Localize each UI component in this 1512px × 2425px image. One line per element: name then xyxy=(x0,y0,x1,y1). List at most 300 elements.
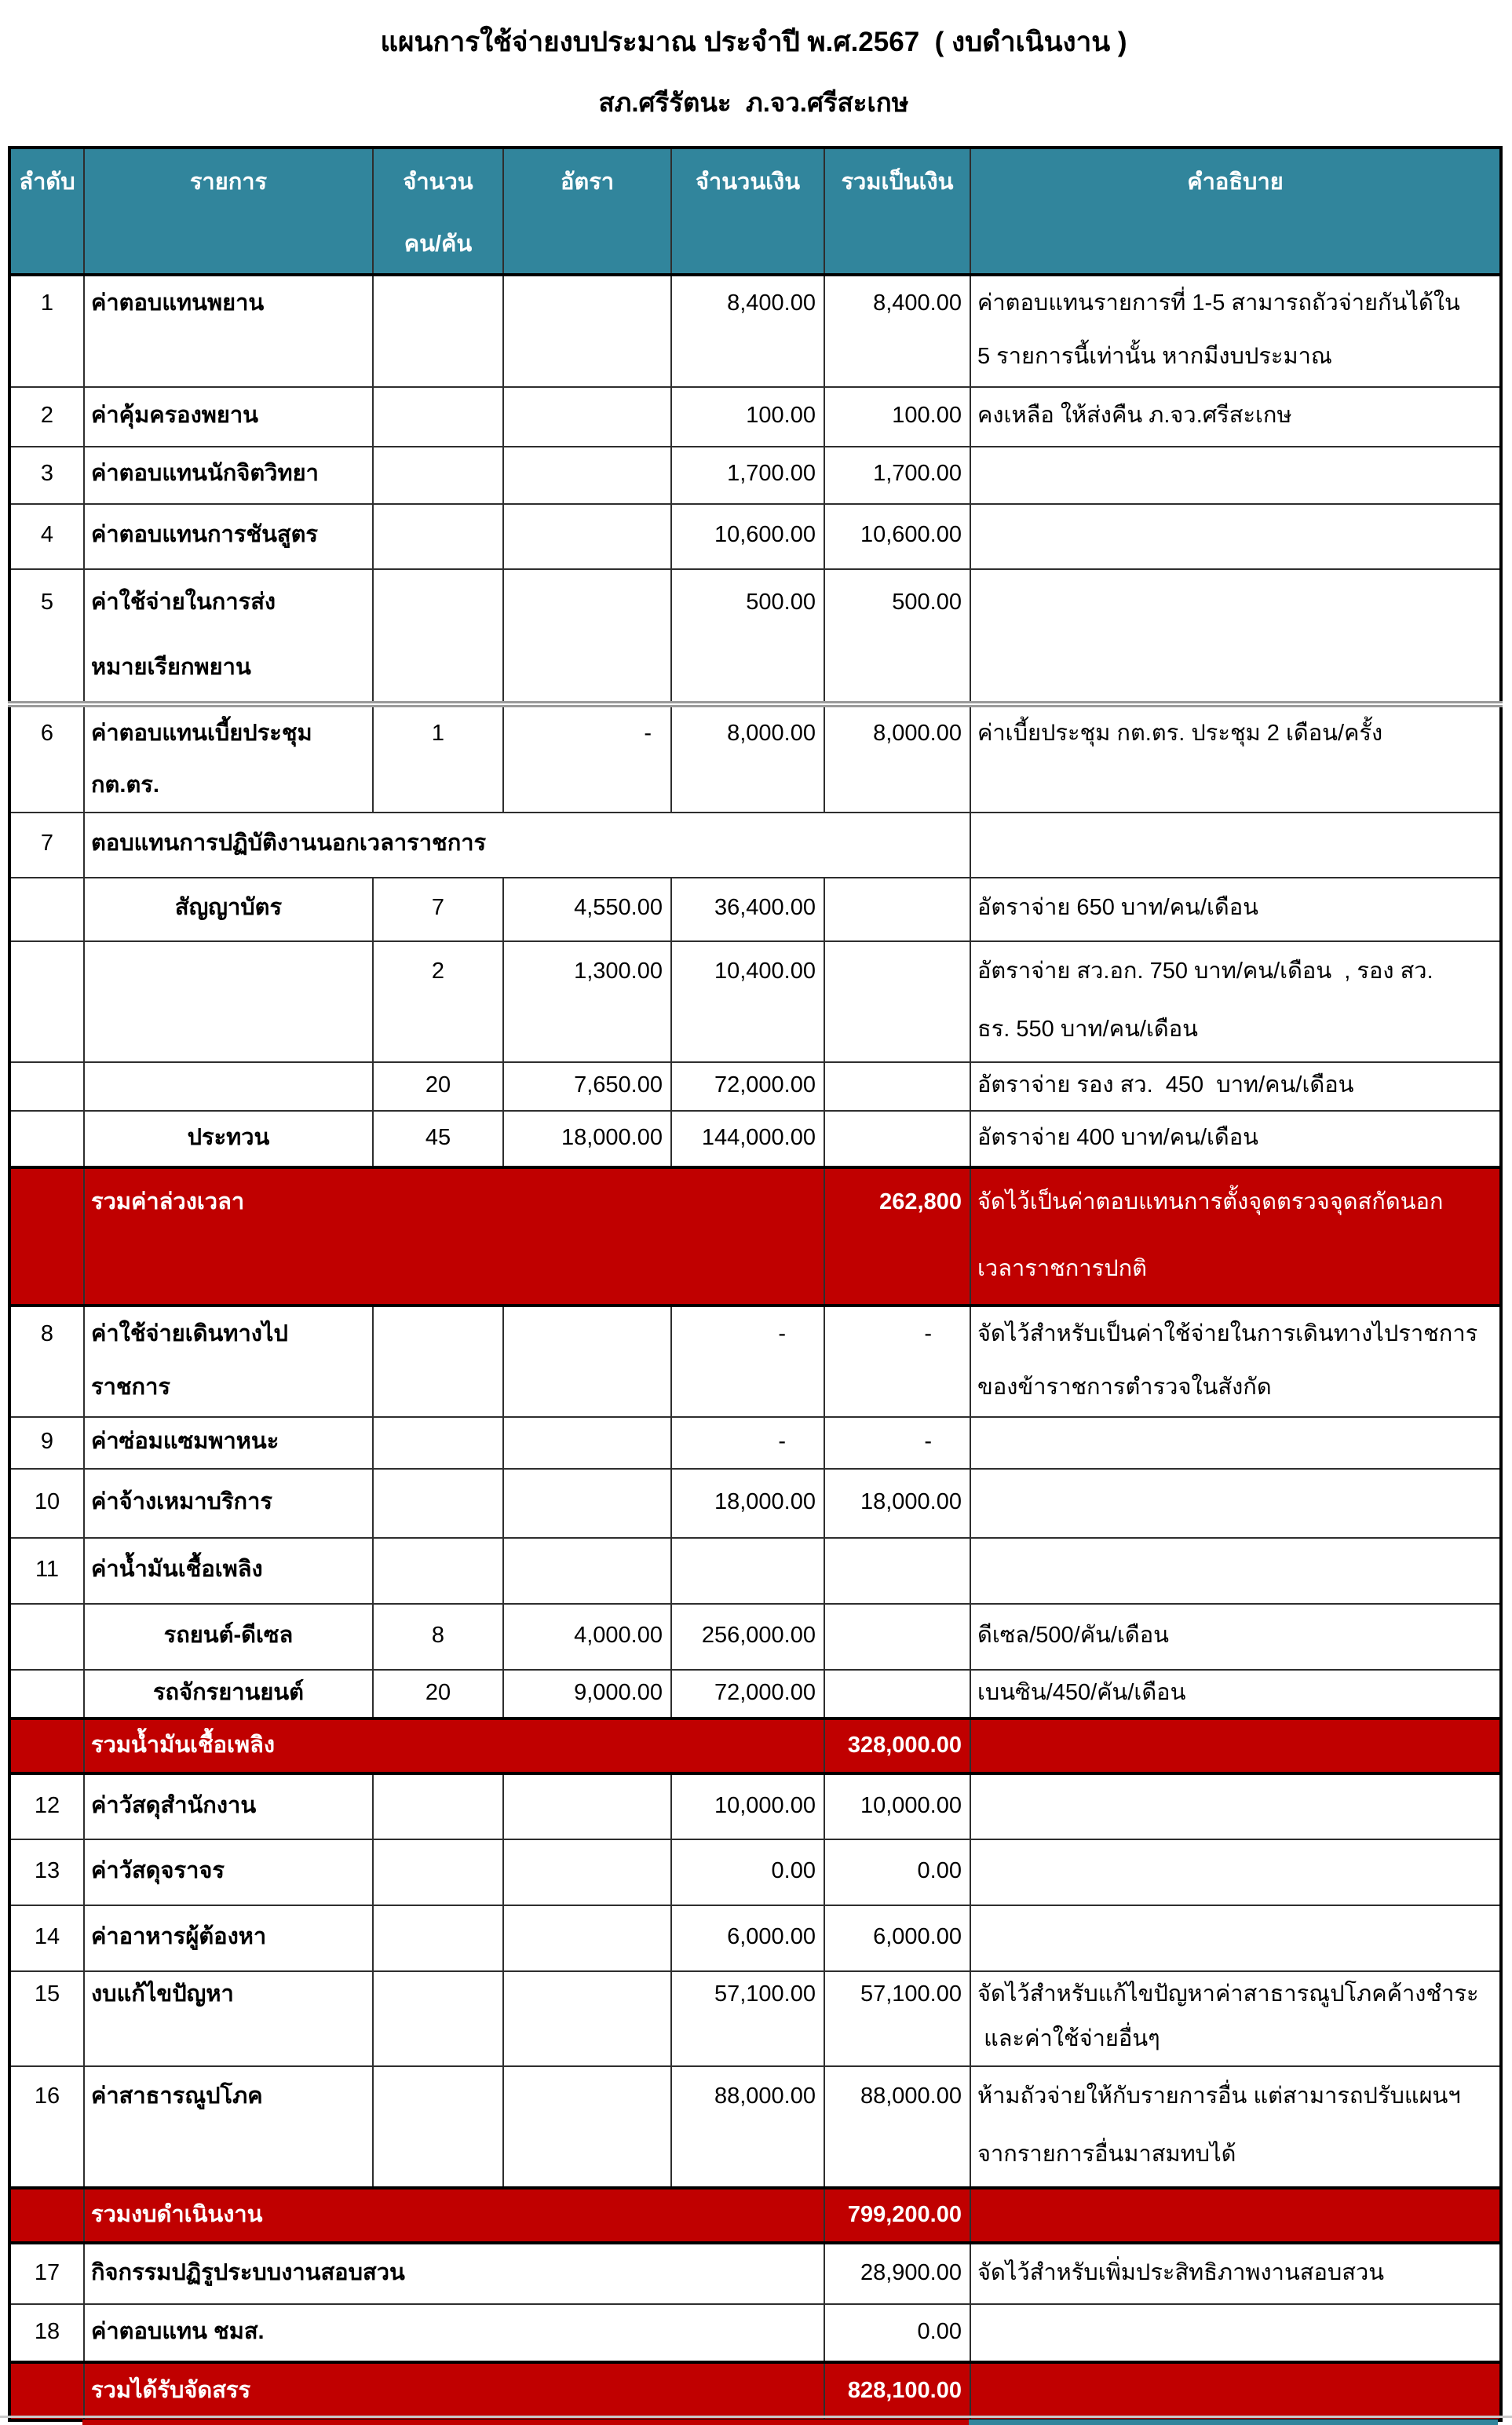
cell-desc xyxy=(970,878,1501,941)
cell-text: 828,100.00 xyxy=(847,2378,962,2403)
total-row xyxy=(9,1718,1501,1773)
cell-text: ดีเซล/500/คัน/เดือน xyxy=(977,1623,1169,1648)
cell-text: 8 xyxy=(40,1321,54,1346)
header-row xyxy=(9,148,1501,275)
column-header-total xyxy=(824,148,970,275)
cell-text: 1,700.00 xyxy=(873,461,962,486)
cell-no xyxy=(9,387,84,447)
cell-text: ค่าน้ำมันเชื้อเพลิง xyxy=(91,1557,263,1582)
cell-desc xyxy=(970,1971,1501,2066)
cell-text: 6,000.00 xyxy=(873,1924,962,1949)
cell-text: รวมน้ำมันเชื้อเพลิง xyxy=(91,1733,275,1758)
cell-desc xyxy=(970,1417,1501,1469)
cell-text: 15 xyxy=(34,1981,60,2007)
cell-text: อัตราจ่าย รอง สว. 450 บาท/คน/เดือน xyxy=(977,1072,1354,1097)
cell-text: - xyxy=(778,1429,786,1454)
cell-qty xyxy=(373,504,503,569)
cell-amount xyxy=(671,1839,824,1905)
table-body xyxy=(9,275,1501,2420)
cell-qty xyxy=(373,1773,503,1839)
cell-desc xyxy=(970,1062,1501,1111)
budget-table xyxy=(8,146,1503,2422)
cell-text: 5 รายการนี้เท่านั้น หากมีงบประมาณ xyxy=(977,344,1332,369)
cell-amount xyxy=(671,1905,824,1971)
cell-amount xyxy=(671,878,824,941)
table-row xyxy=(9,1773,1501,1839)
cell-no xyxy=(9,2362,84,2420)
cell-text: 14 xyxy=(34,1924,60,1949)
column-header-item xyxy=(84,148,373,275)
column-header-label: อัตรา xyxy=(560,170,615,195)
cell-text: 100.00 xyxy=(746,403,816,428)
cell-amount xyxy=(671,704,824,813)
cell-text: อัตราจ่าย 650 บาท/คน/เดือน xyxy=(977,895,1259,920)
cell-desc xyxy=(970,1718,1501,1773)
cell-item-label xyxy=(84,1538,373,1604)
cell-text: 20 xyxy=(425,1680,451,1705)
table-row xyxy=(9,1971,1501,2066)
cell-text: 18,000.00 xyxy=(561,1125,663,1150)
column-header-label: จำนวน xyxy=(403,170,473,195)
cell-amount xyxy=(671,1306,824,1417)
table-header xyxy=(9,148,1501,275)
cell-desc xyxy=(970,1604,1501,1670)
column-header-label: รายการ xyxy=(189,170,268,195)
cell-no xyxy=(9,1538,84,1604)
cell-text: 8,000.00 xyxy=(873,721,962,746)
column-header-label: คำอธิบาย xyxy=(1187,170,1284,195)
cell-qty xyxy=(373,878,503,941)
cell-qty xyxy=(373,1670,503,1718)
cell-no xyxy=(9,2243,84,2304)
cell-item-label xyxy=(84,387,373,447)
cell-item-label xyxy=(84,1971,373,2066)
cell-text: เบนซิน/450/คัน/เดือน xyxy=(977,1680,1186,1705)
cell-rate xyxy=(503,1839,671,1905)
cell-text: 17 xyxy=(34,2260,60,2285)
cell-desc xyxy=(970,1905,1501,1971)
cell-text: 6,000.00 xyxy=(727,1924,816,1949)
column-header-label: รวมเป็นเงิน xyxy=(841,170,954,195)
cell-text: 72,000.00 xyxy=(714,1072,816,1097)
cell-text: ค่าตอบแทน ชมส. xyxy=(91,2319,265,2344)
cell-no xyxy=(9,1839,84,1905)
cell-total xyxy=(824,1718,970,1773)
cell-text: รวมค่าล่วงเวลา xyxy=(91,1189,245,1214)
column-header-label: คน/คัน xyxy=(404,232,473,257)
cell-text: จัดไว้สำหรับเพิ่มประสิทธิภาพงานสอบสวน xyxy=(977,2260,1385,2285)
cell-rate xyxy=(503,504,671,569)
cell-text: 1,700.00 xyxy=(727,461,816,486)
cell-desc xyxy=(970,2362,1501,2420)
cell-text: ห้ามถัวจ่ายให้กับรายการอื่น แต่สามารถปรับแผนฯ xyxy=(977,2084,1461,2109)
cell-item-label xyxy=(84,2304,824,2362)
cell-desc xyxy=(970,813,1501,878)
cell-desc xyxy=(970,1538,1501,1604)
cell-total xyxy=(824,1417,970,1469)
table-row xyxy=(9,504,1501,569)
table-row xyxy=(9,704,1501,813)
total-row xyxy=(9,2188,1501,2243)
cell-rate xyxy=(503,2066,671,2188)
cell-item-label xyxy=(84,2243,824,2304)
cell-item-label xyxy=(84,569,373,704)
cell-item-label xyxy=(84,1469,373,1538)
cell-text: ค่าตอบแทนเบี้ยประชุม xyxy=(91,721,312,746)
cell-text: 88,000.00 xyxy=(860,2084,962,2109)
cell-text: 256,000.00 xyxy=(701,1623,816,1648)
cell-item-label xyxy=(84,2188,824,2243)
cell-total xyxy=(824,504,970,569)
table-row xyxy=(9,275,1501,387)
cell-text: 8 xyxy=(431,1623,445,1648)
cell-text: 10,600.00 xyxy=(714,522,816,547)
cell-total xyxy=(824,1604,970,1670)
cell-no xyxy=(9,2304,84,2362)
cell-text: - xyxy=(644,721,652,746)
cell-text: 4,550.00 xyxy=(574,895,663,920)
cell-text: ค่าเบี้ยประชุม กต.ตร. ประชุม 2 เดือน/ครั้ง xyxy=(977,721,1383,746)
cell-total xyxy=(824,275,970,387)
cell-text: ค่าซ่อมแซมพาหนะ xyxy=(91,1429,279,1454)
cell-qty xyxy=(373,1469,503,1538)
cell-text: - xyxy=(924,1429,932,1454)
cell-text: 1,300.00 xyxy=(574,959,663,984)
cell-text: ค่าวัสดุสำนักงาน xyxy=(91,1793,257,1818)
cell-text: ค่าใช้จ่ายเดินทางไป xyxy=(91,1321,288,1346)
cell-text: กต.ตร. xyxy=(91,772,159,798)
table-row xyxy=(9,2243,1501,2304)
cell-desc xyxy=(970,2304,1501,2362)
cell-item-label xyxy=(84,878,373,941)
cell-qty xyxy=(373,1971,503,2066)
cell-text: 100.00 xyxy=(892,403,962,428)
table-row xyxy=(9,813,1501,878)
cell-total xyxy=(824,1062,970,1111)
column-header-label: จำนวนเงิน xyxy=(695,170,801,195)
table-row xyxy=(9,2066,1501,2188)
cell-text: 7,650.00 xyxy=(574,1072,663,1097)
cell-rate xyxy=(503,1417,671,1469)
cell-text: 12 xyxy=(34,1793,60,1818)
cell-text: รถจักรยานยนต์ xyxy=(152,1680,304,1705)
next-page-teal-strip xyxy=(969,2420,1498,2425)
cell-rate xyxy=(503,1604,671,1670)
total-row xyxy=(9,2362,1501,2420)
cell-item-label xyxy=(84,1306,373,1417)
cell-text: 9,000.00 xyxy=(574,1680,663,1705)
cell-text: 10,000.00 xyxy=(860,1793,962,1818)
cell-no xyxy=(9,1167,84,1306)
table-row xyxy=(9,1839,1501,1905)
table-row xyxy=(9,2304,1501,2362)
cell-no xyxy=(9,1062,84,1111)
column-header-no xyxy=(9,148,84,275)
cell-text: 4,000.00 xyxy=(574,1623,663,1648)
cell-text: - xyxy=(778,1321,786,1346)
cell-text: ค่าจ้างเหมาบริการ xyxy=(91,1489,272,1514)
cell-text: ค่าวัสดุจราจร xyxy=(91,1858,225,1883)
cell-desc xyxy=(970,704,1501,813)
cell-item-label xyxy=(84,1839,373,1905)
cell-amount xyxy=(671,941,824,1062)
cell-amount xyxy=(671,447,824,504)
cell-qty xyxy=(373,1604,503,1670)
cell-total xyxy=(824,941,970,1062)
cell-amount xyxy=(671,1111,824,1167)
cell-text: 28,900.00 xyxy=(860,2260,962,2285)
cell-amount xyxy=(671,1670,824,1718)
cell-desc xyxy=(970,1167,1501,1306)
cell-text: 1 xyxy=(431,721,445,746)
cell-no xyxy=(9,941,84,1062)
table-row xyxy=(9,1062,1501,1111)
cell-no xyxy=(9,878,84,941)
cell-text: ค่าตอบแทนนักจิตวิทยา xyxy=(91,461,319,486)
cell-no xyxy=(9,1469,84,1538)
cell-text: 10 xyxy=(34,1489,60,1514)
cell-item-label xyxy=(84,704,373,813)
cell-no xyxy=(9,2066,84,2188)
cell-text: หมายเรียกพยาน xyxy=(91,655,251,680)
cell-rate xyxy=(503,704,671,813)
cell-item-label xyxy=(84,941,373,1062)
cell-amount xyxy=(671,1417,824,1469)
cell-text: 88,000.00 xyxy=(714,2084,816,2109)
cell-no xyxy=(9,1971,84,2066)
cell-rate xyxy=(503,1905,671,1971)
cell-qty xyxy=(373,704,503,813)
cell-text: จัดไว้สำหรับแก้ไขปัญหาค่าสาธารณูปโภคค้างชำระ xyxy=(977,1981,1479,2007)
cell-desc xyxy=(970,1306,1501,1417)
cell-qty xyxy=(373,1417,503,1469)
cell-text: 328,000.00 xyxy=(847,1733,962,1758)
cell-total xyxy=(824,704,970,813)
page-title: แผนการใช้จ่ายงบประมาณ ประจำปี พ.ศ.2567 ( งบดำเนินงาน ) xyxy=(380,27,1127,57)
cell-text: ค่าอาหารผู้ต้องหา xyxy=(91,1924,267,1949)
cell-amount xyxy=(671,1773,824,1839)
cell-no xyxy=(9,1905,84,1971)
cell-item-label xyxy=(84,1167,824,1306)
cell-amount xyxy=(671,275,824,387)
cell-item-label xyxy=(84,1905,373,1971)
cell-no xyxy=(9,704,84,813)
total-row xyxy=(9,1167,1501,1306)
cell-amount xyxy=(671,1538,824,1604)
cell-text: - xyxy=(924,1321,932,1346)
cell-item-label xyxy=(84,1670,373,1718)
cell-no xyxy=(9,813,84,878)
cell-text: 799,200.00 xyxy=(847,2202,962,2227)
cell-text: ธร. 550 บาท/คน/เดือน xyxy=(977,1017,1198,1042)
cell-rate xyxy=(503,569,671,704)
cell-item-label xyxy=(84,1417,373,1469)
cell-desc xyxy=(970,2188,1501,2243)
cell-total xyxy=(824,2188,970,2243)
cell-text: 3 xyxy=(40,461,54,486)
cell-total xyxy=(824,1469,970,1538)
cell-text: 8,400.00 xyxy=(873,290,962,316)
cell-rate xyxy=(503,1971,671,2066)
cell-total xyxy=(824,1111,970,1167)
cell-no xyxy=(9,1773,84,1839)
cell-qty xyxy=(373,1905,503,1971)
table-row xyxy=(9,1670,1501,1718)
cell-rate xyxy=(503,275,671,387)
table-row xyxy=(9,447,1501,504)
cell-text: 18 xyxy=(34,2319,60,2344)
cell-total xyxy=(824,569,970,704)
cell-item-label xyxy=(84,1773,373,1839)
cell-item-label xyxy=(84,2362,824,2420)
cell-text: คงเหลือ ให้ส่งคืน ภ.จว.ศรีสะเกษ xyxy=(977,403,1292,428)
cell-text: 262,800 xyxy=(879,1189,962,1214)
cell-desc xyxy=(970,1469,1501,1538)
cell-text: 9 xyxy=(40,1429,54,1454)
cell-text: งบแก้ไขปัญหา xyxy=(91,1981,234,2007)
cell-no xyxy=(9,504,84,569)
table-row xyxy=(9,569,1501,704)
table-row xyxy=(9,1604,1501,1670)
cell-total xyxy=(824,878,970,941)
cell-text: 10,600.00 xyxy=(860,522,962,547)
cell-total xyxy=(824,1538,970,1604)
cell-text: 144,000.00 xyxy=(701,1125,816,1150)
cell-total xyxy=(824,2304,970,2362)
table-row xyxy=(9,387,1501,447)
cell-total xyxy=(824,1773,970,1839)
cell-amount xyxy=(671,387,824,447)
cell-text: 10,400.00 xyxy=(714,959,816,984)
cell-text: อัตราจ่าย 400 บาท/คน/เดือน xyxy=(977,1125,1259,1150)
cell-rate xyxy=(503,1062,671,1111)
cell-desc xyxy=(970,1839,1501,1905)
column-header-amount xyxy=(671,148,824,275)
cell-text: กิจกรรมปฏิรูประบบงานสอบสวน xyxy=(91,2260,405,2285)
cell-qty xyxy=(373,1062,503,1111)
cell-text: 57,100.00 xyxy=(714,1981,816,2007)
cell-text: 6 xyxy=(40,721,54,746)
column-header-rate xyxy=(503,148,671,275)
cell-text: 5 xyxy=(40,590,54,615)
cell-no xyxy=(9,275,84,387)
cell-no xyxy=(9,1111,84,1167)
cell-qty xyxy=(373,1306,503,1417)
table-row xyxy=(9,1111,1501,1167)
cell-item-label xyxy=(84,275,373,387)
table-row xyxy=(9,941,1501,1062)
cell-no xyxy=(9,447,84,504)
cell-desc xyxy=(970,275,1501,387)
cell-text: 36,400.00 xyxy=(714,895,816,920)
cell-text: 72,000.00 xyxy=(714,1680,816,1705)
cell-desc xyxy=(970,387,1501,447)
cell-text: 18,000.00 xyxy=(860,1489,962,1514)
cell-text: 18,000.00 xyxy=(714,1489,816,1514)
table-row xyxy=(9,1905,1501,1971)
cell-text: 8,000.00 xyxy=(727,721,816,746)
next-page-red-strip xyxy=(82,2420,969,2425)
cell-rate xyxy=(503,1111,671,1167)
cell-text: จัดไว้เป็นค่าตอบแทนการตั้งจุดตรวจจุดสกัดนอก xyxy=(977,1189,1444,1214)
cell-amount xyxy=(671,504,824,569)
cell-qty xyxy=(373,569,503,704)
cell-text: เวลาราชการปกติ xyxy=(977,1256,1148,1281)
cell-item-label xyxy=(84,1604,373,1670)
cell-text: 10,000.00 xyxy=(714,1793,816,1818)
cell-item-label xyxy=(84,813,970,878)
cell-qty xyxy=(373,447,503,504)
cell-qty xyxy=(373,1538,503,1604)
cell-text: และค่าใช้จ่ายอื่นๆ xyxy=(977,2026,1160,2051)
cell-text: 1 xyxy=(40,290,54,316)
cell-text: 7 xyxy=(431,895,445,920)
cell-text: ค่าตอบแทนพยาน xyxy=(91,290,265,316)
cell-amount xyxy=(671,1469,824,1538)
page-break-line xyxy=(0,2416,1512,2418)
cell-text: รวมงบดำเนินงาน xyxy=(91,2202,263,2227)
cell-no xyxy=(9,1306,84,1417)
cell-text: 8,400.00 xyxy=(727,290,816,316)
cell-text: 500.00 xyxy=(746,590,816,615)
cell-text: 0.00 xyxy=(771,1858,816,1883)
column-header-qty xyxy=(373,148,503,275)
cell-text: 57,100.00 xyxy=(860,1981,962,2007)
cell-qty xyxy=(373,1111,503,1167)
cell-text: สัญญาบัตร xyxy=(174,895,283,920)
cell-qty xyxy=(373,941,503,1062)
cell-desc xyxy=(970,569,1501,704)
cell-total xyxy=(824,2362,970,2420)
cell-desc xyxy=(970,2066,1501,2188)
cell-desc xyxy=(970,447,1501,504)
cell-text: 7 xyxy=(40,831,54,856)
cell-text: ค่าสาธารณูปโภค xyxy=(91,2084,263,2109)
cell-text: ค่าใช้จ่ายในการส่ง xyxy=(91,590,276,615)
cell-qty xyxy=(373,387,503,447)
cell-text: 11 xyxy=(35,1557,60,1582)
cell-item-label xyxy=(84,1111,373,1167)
cell-text: ประทวน xyxy=(187,1125,270,1150)
cell-total xyxy=(824,1971,970,2066)
column-header-desc xyxy=(970,148,1501,275)
cell-total xyxy=(824,1167,970,1306)
cell-text: ค่าคุ้มครองพยาน xyxy=(91,403,258,428)
cell-rate xyxy=(503,941,671,1062)
cell-text: 500.00 xyxy=(892,590,962,615)
cell-total xyxy=(824,447,970,504)
cell-rate xyxy=(503,1670,671,1718)
cell-qty xyxy=(373,1839,503,1905)
cell-item-label xyxy=(84,504,373,569)
column-header-label: ลำดับ xyxy=(19,170,75,195)
cell-rate xyxy=(503,1469,671,1538)
cell-desc xyxy=(970,2243,1501,2304)
cell-qty xyxy=(373,275,503,387)
cell-text: 20 xyxy=(425,1072,451,1097)
cell-desc xyxy=(970,1111,1501,1167)
cell-item-label xyxy=(84,1718,824,1773)
cell-text: 0.00 xyxy=(917,2319,962,2344)
cell-qty xyxy=(373,2066,503,2188)
cell-total xyxy=(824,1306,970,1417)
table-row xyxy=(9,1306,1501,1417)
cell-text: 45 xyxy=(425,1125,451,1150)
cell-no xyxy=(9,569,84,704)
cell-desc xyxy=(970,941,1501,1062)
cell-desc xyxy=(970,504,1501,569)
cell-total xyxy=(824,2243,970,2304)
